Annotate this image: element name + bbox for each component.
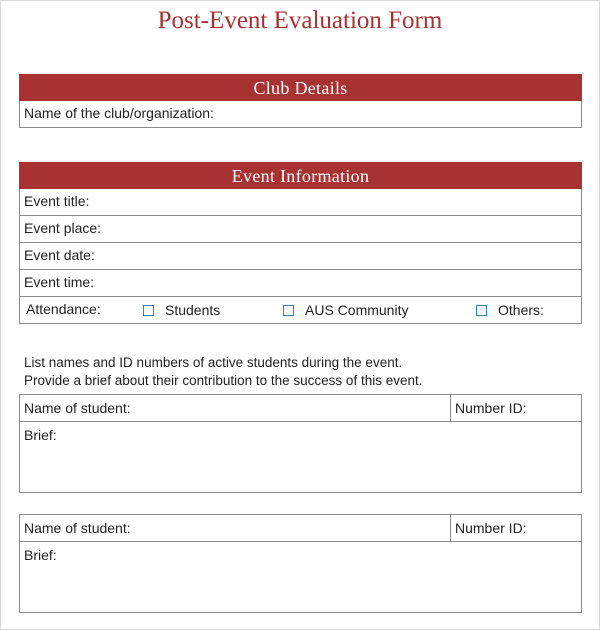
attendance-label: Attendance:: [26, 301, 101, 317]
event-title-label: Event title:: [24, 193, 90, 209]
others-checkbox[interactable]: [476, 305, 487, 316]
student-name-field[interactable]: [20, 515, 451, 541]
attendance-row: [19, 297, 582, 324]
students-checkbox[interactable]: [143, 305, 154, 316]
event-place-field[interactable]: [19, 216, 582, 243]
student-brief-field[interactable]: [20, 422, 581, 493]
student-id-field[interactable]: [451, 515, 527, 541]
student-name-label: Name of student:: [24, 400, 131, 416]
club-details-section: [19, 74, 582, 128]
event-date-field[interactable]: [19, 243, 582, 270]
student-brief-label: Brief:: [24, 427, 57, 443]
student-name-label: Name of student:: [24, 520, 131, 536]
event-time-field[interactable]: [19, 270, 582, 297]
others-option-label: Others:: [498, 301, 544, 318]
event-information-header: Event Information: [19, 162, 582, 189]
student-table-2: [19, 514, 582, 613]
event-place-label: Event place:: [24, 220, 102, 236]
students-option[interactable]: [143, 297, 220, 323]
student-id-field[interactable]: [451, 395, 527, 421]
student-brief-label: Brief:: [24, 547, 57, 563]
instructions-line-1: List names and ID numbers of active students during the event.: [24, 355, 403, 370]
instructions: [24, 354, 422, 390]
event-title-field[interactable]: [19, 189, 582, 216]
event-information-section: [19, 162, 582, 324]
club-name-label: Name of the club/organization:: [24, 105, 214, 121]
form-title: Post-Event Evaluation Form: [157, 7, 443, 34]
aus-community-option-label: AUS Community: [305, 301, 409, 318]
student-name-field[interactable]: [20, 395, 451, 421]
student-brief-field[interactable]: [20, 542, 581, 613]
student-id-label: Number ID:: [455, 400, 527, 416]
event-date-label: Event date:: [24, 247, 95, 263]
instructions-line-2: Provide a brief about their contribution to the success of this event.: [24, 373, 423, 388]
aus-community-checkbox[interactable]: [283, 305, 294, 316]
others-option[interactable]: [476, 297, 544, 323]
students-option-label: Students: [165, 301, 221, 318]
student-table-1: [19, 394, 582, 493]
club-details-header: Club Details: [19, 74, 582, 101]
club-name-field[interactable]: [19, 101, 582, 128]
aus-community-option[interactable]: [283, 297, 408, 323]
event-time-label: Event time:: [24, 274, 95, 290]
student-id-label: Number ID:: [455, 520, 527, 536]
